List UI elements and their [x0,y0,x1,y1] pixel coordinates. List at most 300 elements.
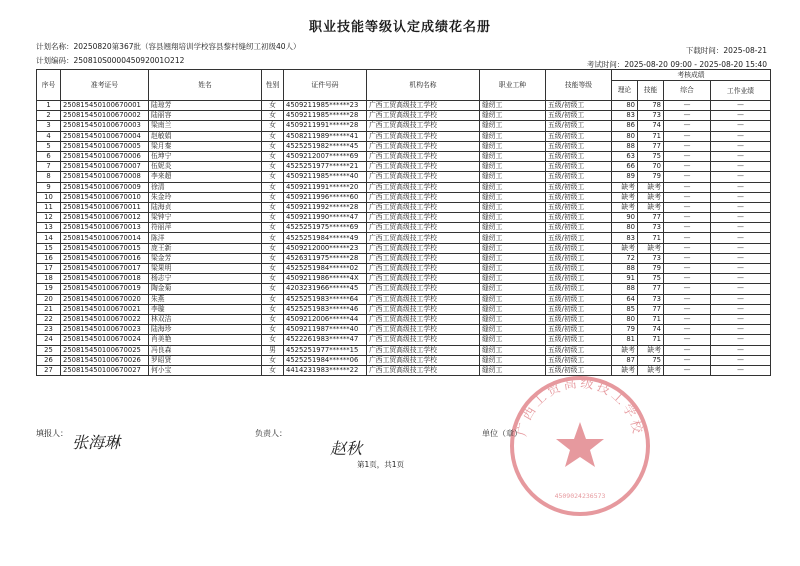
row-skill: 73 [638,253,664,263]
table-row [37,335,771,345]
row-name: 陈洋 [149,233,262,243]
responsible-label: 负责人： [255,429,287,438]
row-seq: 10 [37,192,61,202]
row-theory: 88 [612,141,638,151]
row-work: — [711,243,771,253]
row-ticket: 250815450100670009 [61,182,149,192]
download-time: 下载时间：2025-08-21 [685,46,767,55]
row-org: 广西工贸高级技工学校 [367,314,480,324]
row-org: 广西工贸高级技工学校 [367,253,480,263]
row-work: — [711,202,771,212]
row-overall: — [664,264,711,274]
row-seq: 3 [37,121,61,131]
row-org: 广西工贸高级技工学校 [367,202,480,212]
row-skill: 缺考 [638,182,664,192]
row-seq: 9 [37,182,61,192]
table-row [37,243,771,253]
row-skill: 73 [638,111,664,121]
row-level: 五级/初级工 [546,131,612,141]
row-org: 广西工贸高级技工学校 [367,213,480,223]
row-id: 4525251982******45 [284,141,367,151]
row-name: 伍坤宁 [149,151,262,161]
row-skill: 71 [638,314,664,324]
row-gender: 女 [262,192,284,202]
row-seq: 14 [37,233,61,243]
row-trade: 缝纫工 [480,141,546,151]
row-name: 符丽萍 [149,223,262,233]
row-id: 4525251983******46 [284,304,367,314]
row-id: 4509212006******44 [284,314,367,324]
unit-seal-label: 单位（章） [482,429,522,438]
table-row [37,284,771,294]
row-skill: 79 [638,264,664,274]
filler-label: 填报人： [36,429,68,438]
row-name: 陶金菊 [149,284,262,294]
row-trade: 缝纫工 [480,345,546,355]
row-id: 4509211985******28 [284,111,367,121]
row-level: 五级/初级工 [546,345,612,355]
svg-text:4509024236573: 4509024236573 [554,492,606,500]
header-seq: 序号 [37,70,61,101]
row-org: 广西工贸高级技工学校 [367,151,480,161]
row-overall: — [664,294,711,304]
row-level: 五级/初级工 [546,304,612,314]
row-org: 广西工贸高级技工学校 [367,192,480,202]
row-level: 五级/初级工 [546,182,612,192]
header-name: 姓名 [149,70,262,101]
row-id: 4509211986******4X [284,274,367,284]
row-skill: 73 [638,223,664,233]
row-org: 广西工贸高级技工学校 [367,162,480,172]
table-row [37,314,771,324]
row-gender: 女 [262,101,284,111]
header-ticket: 准考证号 [61,70,149,101]
row-skill: 缺考 [638,192,664,202]
row-org: 广西工贸高级技工学校 [367,111,480,121]
row-theory: 81 [612,335,638,345]
row-work: — [711,264,771,274]
row-trade: 缝纫工 [480,325,546,335]
row-level: 五级/初级工 [546,335,612,345]
row-skill: 缺考 [638,345,664,355]
row-overall: — [664,253,711,263]
row-org: 广西工贸高级技工学校 [367,345,480,355]
row-trade: 缝纫工 [480,111,546,121]
row-id: 4526311975******28 [284,253,367,263]
row-org: 广西工贸高级技工学校 [367,233,480,243]
row-ticket: 250815450100670003 [61,121,149,131]
table-row [37,264,771,274]
row-ticket: 250815450100670018 [61,274,149,284]
row-ticket: 250815450100670004 [61,131,149,141]
row-work: — [711,274,771,284]
row-overall: — [664,233,711,243]
row-ticket: 250815450100670012 [61,213,149,223]
row-theory: 缺考 [612,202,638,212]
row-level: 五级/初级工 [546,141,612,151]
row-gender: 女 [262,284,284,294]
row-work: — [711,314,771,324]
row-theory: 缺考 [612,365,638,375]
row-seq: 24 [37,335,61,345]
row-level: 五级/初级工 [546,264,612,274]
row-trade: 缝纫工 [480,264,546,274]
row-name: 伍妮炎 [149,162,262,172]
row-name: 林双洁 [149,314,262,324]
row-theory: 89 [612,172,638,182]
row-gender: 男 [262,345,284,355]
row-id: 4525251975******69 [284,223,367,233]
row-theory: 63 [612,151,638,161]
row-name: 李璇 [149,304,262,314]
row-seq: 23 [37,325,61,335]
row-name: 徐清 [149,182,262,192]
responsible-signature: 赵秋 [330,439,363,458]
row-theory: 66 [612,162,638,172]
row-skill: 75 [638,355,664,365]
row-org: 广西工贸高级技工学校 [367,121,480,131]
row-name: 冯良森 [149,345,262,355]
row-work: — [711,253,771,263]
row-trade: 缝纫工 [480,131,546,141]
row-level: 五级/初级工 [546,294,612,304]
row-overall: — [664,192,711,202]
header-overall: 综合 [664,81,711,101]
row-seq: 8 [37,172,61,182]
row-trade: 缝纫工 [480,172,546,182]
row-name: 朱金玲 [149,192,262,202]
row-trade: 缝纫工 [480,365,546,375]
row-ticket: 250815450100670017 [61,264,149,274]
row-theory: 80 [612,223,638,233]
row-overall: — [664,355,711,365]
table-row [37,111,771,121]
row-work: — [711,325,771,335]
row-ticket: 250815450100670025 [61,345,149,355]
row-org: 广西工贸高级技工学校 [367,172,480,182]
row-skill: 75 [638,151,664,161]
row-trade: 缝纫工 [480,182,546,192]
row-work: — [711,141,771,151]
row-seq: 16 [37,253,61,263]
row-org: 广西工贸高级技工学校 [367,264,480,274]
row-theory: 87 [612,355,638,365]
row-gender: 女 [262,111,284,121]
row-work: — [711,284,771,294]
row-theory: 缺考 [612,192,638,202]
header-scores: 考核成绩 [612,70,771,81]
row-ticket: 250815450100670010 [61,192,149,202]
row-org: 广西工贸高级技工学校 [367,294,480,304]
row-overall: — [664,274,711,284]
row-theory: 85 [612,304,638,314]
row-gender: 女 [262,335,284,345]
row-org: 广西工贸高级技工学校 [367,284,480,294]
row-ticket: 250815450100670020 [61,294,149,304]
row-id: 4509211990******47 [284,213,367,223]
row-trade: 缝纫工 [480,335,546,345]
exam-time: 考试时间：2025-08-20 09:00 - 2025-08-20 15:40 [586,60,767,69]
row-ticket: 250815450100670024 [61,335,149,345]
table-row [37,345,771,355]
row-ticket: 250815450100670022 [61,314,149,324]
row-org: 广西工贸高级技工学校 [367,365,480,375]
row-level: 五级/初级工 [546,243,612,253]
row-overall: — [664,304,711,314]
row-ticket: 250815450100670005 [61,141,149,151]
row-trade: 缝纫工 [480,233,546,243]
row-overall: — [664,111,711,121]
header-trade: 职业工种 [480,70,546,101]
row-trade: 缝纫工 [480,162,546,172]
row-gender: 女 [262,355,284,365]
row-work: — [711,101,771,111]
row-level: 五级/初级工 [546,223,612,233]
row-work: — [711,121,771,131]
table-row [37,253,771,263]
row-overall: — [664,202,711,212]
roster-body [37,101,771,376]
row-org: 广西工贸高级技工学校 [367,101,480,111]
table-row [37,233,771,243]
row-org: 广西工贸高级技工学校 [367,223,480,233]
row-overall: — [664,172,711,182]
row-id: 4525251984******49 [284,233,367,243]
row-level: 五级/初级工 [546,325,612,335]
row-level: 五级/初级工 [546,202,612,212]
row-gender: 女 [262,151,284,161]
row-overall: — [664,365,711,375]
table-row [37,274,771,284]
row-trade: 缝纫工 [480,253,546,263]
row-seq: 27 [37,365,61,375]
row-trade: 缝纫工 [480,202,546,212]
row-gender: 女 [262,243,284,253]
row-seq: 22 [37,314,61,324]
row-level: 五级/初级工 [546,314,612,324]
row-level: 五级/初级工 [546,233,612,243]
row-id: 4509211991******28 [284,121,367,131]
row-seq: 2 [37,111,61,121]
row-seq: 6 [37,151,61,161]
table-row [37,325,771,335]
row-overall: — [664,101,711,111]
table-row [37,121,771,131]
row-trade: 缝纫工 [480,101,546,111]
row-theory: 86 [612,121,638,131]
row-level: 五级/初级工 [546,284,612,294]
table-row [37,101,771,111]
row-trade: 缝纫工 [480,294,546,304]
table-row [37,223,771,233]
row-name: 梁钟宁 [149,213,262,223]
row-trade: 缝纫工 [480,314,546,324]
row-level: 五级/初级工 [546,213,612,223]
row-overall: — [664,213,711,223]
row-seq: 1 [37,101,61,111]
school-seal-stamp [506,372,654,520]
row-name: 罗昭贤 [149,355,262,365]
row-overall: — [664,131,711,141]
row-trade: 缝纫工 [480,355,546,365]
row-org: 广西工贸高级技工学校 [367,131,480,141]
row-work: — [711,294,771,304]
row-ticket: 250815450100670019 [61,284,149,294]
row-gender: 女 [262,121,284,131]
row-seq: 18 [37,274,61,284]
row-id: 4509211992******28 [284,202,367,212]
row-work: — [711,233,771,243]
row-ticket: 250815450100670023 [61,325,149,335]
row-ticket: 250815450100670027 [61,365,149,375]
row-work: — [711,162,771,172]
row-org: 广西工贸高级技工学校 [367,325,480,335]
row-work: — [711,355,771,365]
row-id: 4522261983******47 [284,335,367,345]
row-id: 4509212000******23 [284,243,367,253]
row-ticket: 250815450100670002 [61,111,149,121]
row-ticket: 250815450100670001 [61,101,149,111]
row-level: 五级/初级工 [546,121,612,131]
page-number: 第1页，共1页 [357,460,405,469]
row-gender: 女 [262,274,284,284]
row-ticket: 250815450100670013 [61,223,149,233]
row-gender: 女 [262,141,284,151]
row-theory: 80 [612,131,638,141]
row-overall: — [664,182,711,192]
row-seq: 15 [37,243,61,253]
row-theory: 缺考 [612,182,638,192]
row-ticket: 250815450100670014 [61,233,149,243]
header-skill: 技能 [638,81,664,101]
row-org: 广西工贸高级技工学校 [367,243,480,253]
row-name: 李来超 [149,172,262,182]
row-work: — [711,182,771,192]
row-seq: 26 [37,355,61,365]
row-level: 五级/初级工 [546,253,612,263]
row-skill: 73 [638,294,664,304]
header-gender: 性别 [262,70,284,101]
row-theory: 缺考 [612,243,638,253]
row-trade: 缝纫工 [480,121,546,131]
row-overall: — [664,151,711,161]
row-work: — [711,365,771,375]
row-trade: 缝纫工 [480,223,546,233]
filler-signature: 张海琳 [72,433,121,452]
row-seq: 21 [37,304,61,314]
plan-name: 计划名称：20250820第367批（容县翘翔培训学校容县黎村缝纫工初级40人） [36,42,301,51]
row-theory: 80 [612,101,638,111]
row-gender: 女 [262,304,284,314]
row-skill: 77 [638,141,664,151]
row-name: 庞王新 [149,243,262,253]
row-skill: 77 [638,284,664,294]
header-level: 技能等级 [546,70,612,101]
row-theory: 79 [612,325,638,335]
row-seq: 20 [37,294,61,304]
row-name: 陆琼芳 [149,101,262,111]
row-id: 4525251984******06 [284,355,367,365]
row-gender: 女 [262,172,284,182]
row-work: — [711,192,771,202]
row-level: 五级/初级工 [546,274,612,284]
row-overall: — [664,314,711,324]
row-trade: 缝纫工 [480,304,546,314]
row-gender: 女 [262,365,284,375]
row-id: 4509211985******23 [284,101,367,111]
row-seq: 11 [37,202,61,212]
row-overall: — [664,162,711,172]
row-ticket: 250815450100670021 [61,304,149,314]
row-overall: — [664,243,711,253]
header-theory: 理论 [612,81,638,101]
row-overall: — [664,121,711,131]
row-id: 4414231983******22 [284,365,367,375]
row-ticket: 250815450100670011 [61,202,149,212]
row-id: 4525251984******02 [284,264,367,274]
row-org: 广西工贸高级技工学校 [367,304,480,314]
row-name: 梁南兰 [149,121,262,131]
row-ticket: 250815450100670007 [61,162,149,172]
row-seq: 19 [37,284,61,294]
row-name: 朱燕 [149,294,262,304]
row-gender: 女 [262,264,284,274]
row-skill: 71 [638,233,664,243]
row-level: 五级/初级工 [546,192,612,202]
row-work: — [711,111,771,121]
row-id: 4508211989******41 [284,131,367,141]
row-skill: 缺考 [638,243,664,253]
row-work: — [711,345,771,355]
row-gender: 女 [262,325,284,335]
row-id: 4509211987******40 [284,325,367,335]
row-id: 4509211996******60 [284,192,367,202]
row-work: — [711,223,771,233]
row-gender: 女 [262,294,284,304]
row-level: 五级/初级工 [546,111,612,121]
row-gender: 女 [262,162,284,172]
row-seq: 7 [37,162,61,172]
row-trade: 缝纫工 [480,274,546,284]
table-row [37,131,771,141]
row-level: 五级/初级工 [546,365,612,375]
row-work: — [711,131,771,141]
row-theory: 缺考 [612,345,638,355]
header-org: 机构名称 [367,70,480,101]
row-trade: 缝纫工 [480,192,546,202]
row-work: — [711,151,771,161]
table-row [37,294,771,304]
row-name: 梁果明 [149,264,262,274]
table-row [37,213,771,223]
row-seq: 13 [37,223,61,233]
header-id: 证件号码 [284,70,367,101]
row-theory: 64 [612,294,638,304]
row-name: 肖美艳 [149,335,262,345]
row-name: 杨志宁 [149,274,262,284]
row-ticket: 250815450100670016 [61,253,149,263]
row-work: — [711,213,771,223]
row-org: 广西工贸高级技工学校 [367,355,480,365]
row-gender: 女 [262,253,284,263]
row-theory: 91 [612,274,638,284]
row-name: 陆丽容 [149,111,262,121]
row-skill: 75 [638,274,664,284]
plan-code: 计划编码：250810S000045092001O212 [36,56,185,65]
row-theory: 90 [612,213,638,223]
row-seq: 12 [37,213,61,223]
row-skill: 70 [638,162,664,172]
